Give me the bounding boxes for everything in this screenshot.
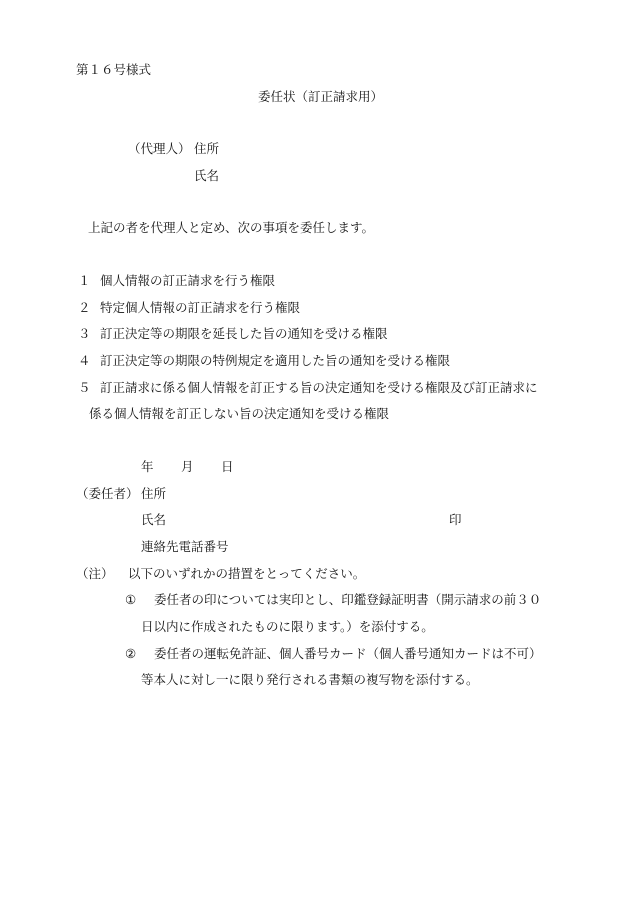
note-item-text: 委任者の運転免許証、個人番号カード（個人番号通知カードは不可） [154,646,542,661]
item-number: ２ [78,300,91,315]
note-item-text-continued: 等本人に対し一に限り発行される書類の複写物を添付する。 [141,672,479,687]
item-text: 訂正請求に係る個人情報を訂正する旨の決定通知を受ける権限及び訂正請求に [100,380,538,395]
date-month-label: 月 [181,459,194,474]
principal-phone-label: 連絡先電話番号 [141,539,229,554]
principal-label: （委任者） [76,486,139,501]
note-item-mark: ① [125,592,137,607]
item-number: ４ [78,353,91,368]
item-number: ３ [78,326,91,341]
note-text: 以下のいずれかの措置をとってください。 [128,566,366,581]
item-text: 訂正決定等の期限を延長した旨の通知を受ける権限 [100,326,388,341]
item-text: 個人情報の訂正請求を行う権限 [100,273,276,288]
form-number: 第１６号様式 [76,62,152,77]
agent-label: （代理人） [128,141,191,156]
principal-name-label: 氏名 [141,512,167,527]
principal-address-label: 住所 [141,486,167,501]
intro-text: 上記の者を代理人と定め、次の事項を委任します。 [88,220,375,235]
note-label: （注） [76,566,114,581]
item-number: １ [78,273,91,288]
item-text-continued: 係る個人情報を訂正しない旨の決定通知を受ける権限 [89,406,390,421]
item-text: 訂正決定等の期限の特例規定を適用した旨の通知を受ける権限 [100,353,451,368]
item-number: ５ [78,380,91,395]
seal-mark: 印 [449,512,462,527]
date-year-label: 年 [141,459,154,474]
date-day-label: 日 [221,459,234,474]
agent-name-label: 氏名 [194,168,220,183]
note-item-mark: ② [125,646,137,661]
item-text: 特定個人情報の訂正請求を行う権限 [100,300,301,315]
agent-address-label: 住所 [194,141,220,156]
note-item-text: 委任者の印については実印とし、印鑑登録証明書（開示請求の前３０ [154,592,542,607]
document-title: 委任状（訂正請求用） [258,89,384,104]
note-item-text-continued: 日以内に作成されたものに限ります。）を添付する。 [141,619,434,634]
